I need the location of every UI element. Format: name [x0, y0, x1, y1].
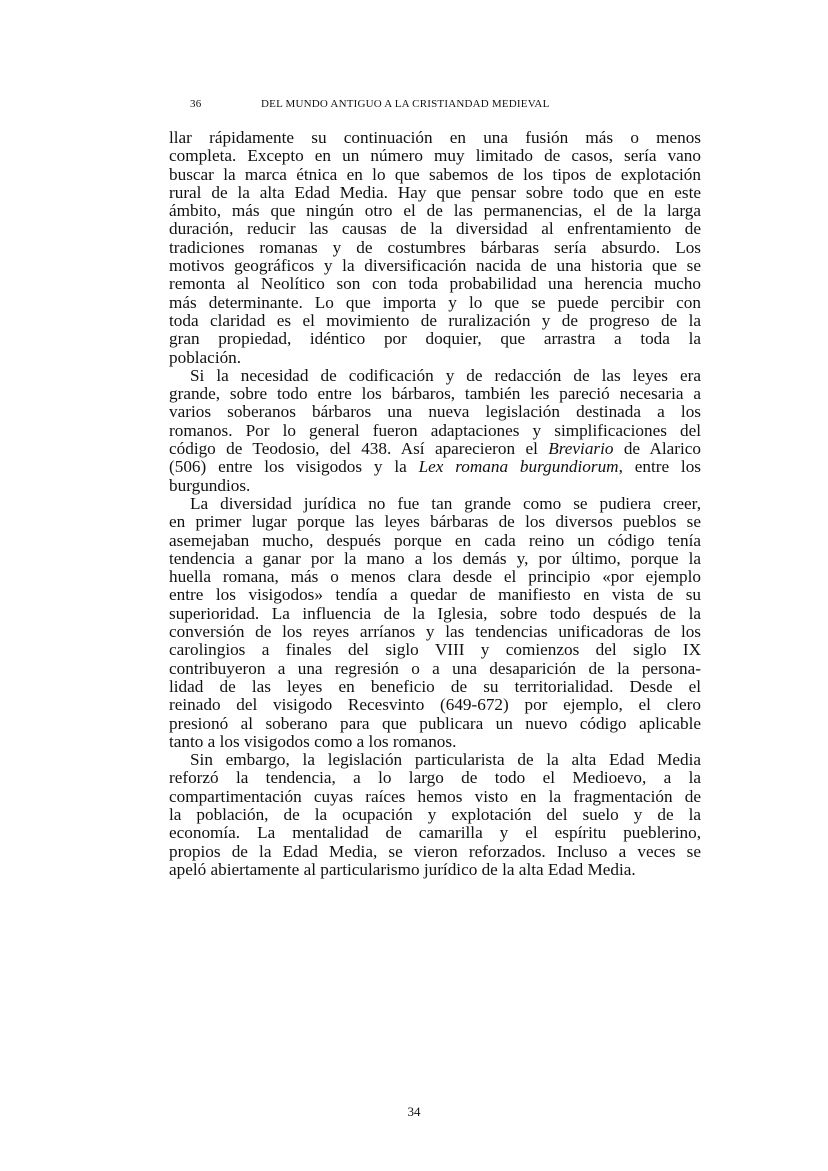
text-line: asemejaban mucho, después porque en cada reino un código tenía	[169, 530, 701, 550]
text-line: buscar la marca étnica en lo que sabemos de los tipos de explotación	[169, 164, 701, 184]
footer-page-number: 34	[407, 1104, 421, 1119]
text-line: llar rápidamente su continuación en una fusión más o menos	[169, 128, 701, 147]
text-line: romanos. Por lo general fueron adaptaciones y simplificaciones del	[169, 420, 701, 440]
text-line: varios soberanos bárbaros una nueva legislación destinada a los	[169, 402, 701, 422]
text-line: conversión de los reyes arríanos y las tendencias unificadoras de los	[169, 622, 701, 642]
text-line: entre los visigodos» tendía a quedar de manifiesto en vista de su	[169, 585, 701, 605]
text-line: motivos geográficos y la diversificación nacida de una historia que se	[169, 256, 701, 276]
text-line: apeló abiertamente al particularismo jurídico de la alta Edad Media.	[169, 859, 636, 879]
text-line: código de Teodosio, del 438. Así aparecieron el Breviario de Alarico	[169, 439, 702, 459]
text-line: contribuyeron a una regresión o a una desaparición de la persona-	[169, 658, 701, 678]
text-line: toda claridad es el movimiento de ruralización y de progreso de la	[169, 310, 701, 330]
text-line: economía. La mentalidad de camarilla y el espíritu pueblerino,	[169, 823, 701, 843]
text-line: tanto a los visigodos como a los romanos.	[169, 731, 457, 751]
text-line: duración, reducir las causas de la diversidad al enfrentamiento de	[169, 219, 701, 239]
paragraph	[169, 751, 701, 879]
text-line: presionó al soberano para que publicara un nuevo código aplicable	[169, 713, 701, 733]
text-line: rural de la alta Edad Media. Hay que pensar sobre todo que en este	[169, 182, 701, 202]
text-line: población.	[169, 347, 242, 367]
text-line: completa. Excepto en un número muy limitado de casos, sería vano	[169, 146, 701, 166]
header-page-number: 36	[190, 98, 202, 110]
paragraph	[169, 129, 701, 367]
text-line: Si la necesidad de codificación y de redacción de las leyes era	[190, 365, 701, 385]
text-line: burgundios.	[169, 475, 251, 495]
text-line: propios de la Edad Media, se vieron reforzados. Incluso a veces se	[169, 841, 701, 861]
text-line: en primer lugar porque las leyes bárbaras de los diversos pueblos se	[169, 512, 701, 532]
text-line: tradiciones romanas y de costumbres bárbaras sería absurdo. Los	[169, 237, 701, 257]
running-header	[190, 98, 620, 112]
text-line: Sin embargo, la legislación particularista de la alta Edad Media	[190, 750, 701, 770]
text-line: grande, sobre todo entre los bárbaros, también les pareció necesaria a	[169, 384, 701, 404]
paragraph	[169, 495, 701, 751]
text-line: carolingios a finales del siglo VIII y comienzos del siglo IX	[169, 640, 701, 660]
text-line: reinado del visigodo Recesvinto (649-672) por ejemplo, el clero	[169, 695, 701, 715]
text-line: la población, de la ocupación y explotación del suelo y de la	[169, 804, 701, 824]
text-line: más determinante. Lo que importa y lo que se puede percibir con	[169, 292, 701, 312]
text-line: remonta al Neolítico son con toda probabilidad una herencia mucho	[169, 274, 701, 294]
text-line: (506) entre los visigodos y la Lex romana burgundiorum, entre los	[169, 457, 701, 477]
text-line: tendencia a ganar por la mano a los demás y, por último, porque la	[169, 548, 701, 568]
text-line: lidad de las leyes en beneficio de su territorialidad. Desde el	[169, 676, 701, 696]
text-line: ámbito, más que ningún otro el de las permanencias, el de la larga	[169, 201, 701, 221]
text-line: superioridad. La influencia de la Iglesia, sobre todo después de la	[169, 603, 701, 623]
text-line: gran propiedad, idéntico por doquier, que arrastra a toda la	[169, 329, 701, 349]
body-text	[169, 129, 701, 879]
text-line: reforzó la tendencia, a lo largo de todo el Medioevo, a la	[169, 768, 701, 788]
text-line: compartimentación cuyas raíces hemos visto en la fragmentación de	[169, 786, 701, 806]
running-title: DEL MUNDO ANTIGUO A LA CRISTIANDAD MEDIEVAL	[261, 98, 550, 110]
paragraph	[169, 367, 701, 495]
text-line: huella romana, más o menos clara desde el principio «por ejemplo	[169, 567, 701, 587]
text-line: La diversidad jurídica no fue tan grande como se pudiera creer,	[190, 493, 701, 513]
